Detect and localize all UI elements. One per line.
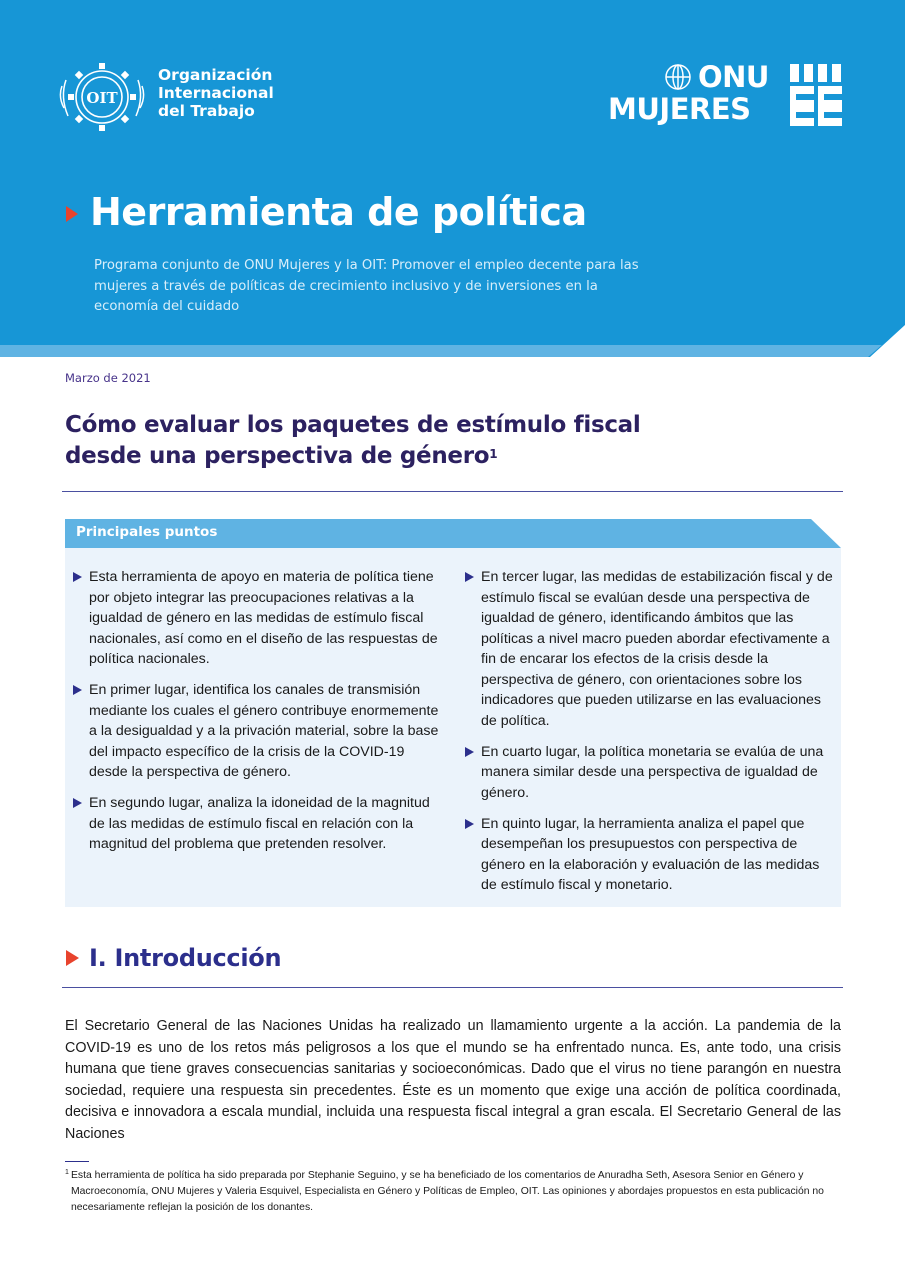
list-item-text: Esta herramienta de apoyo en materia de política tiene por objeto integrar las preocupaciones relativas a la igualdad de género en las medidas de estímulo fiscal nacionales, así como en el diseño de las respuestas de política nacionales. bbox=[89, 569, 438, 667]
header-corner-cut bbox=[870, 325, 905, 357]
list-item-text: En segundo lugar, analiza la idoneidad de la magnitud de las medidas de estímulo fiscal en relación con la magnitud del problema que pretenden resolver. bbox=[89, 795, 430, 852]
list-item-text: En tercer lugar, las medidas de estabilización fiscal y de estímulo fiscal se evalúan desde una perspectiva de igualdad de género, identificando ámbitos que las políticas a nivel macro pueden abordar efectivamente a fin de encarar los efectos de la crisis desde la perspectiva de género, con orientaciones sobre los indicadores que pueden utilizarse en las evaluaciones de política. bbox=[481, 569, 833, 729]
key-points-right-column bbox=[464, 567, 836, 906]
list-item bbox=[464, 567, 836, 731]
list-item bbox=[464, 814, 836, 896]
title-divider bbox=[62, 491, 843, 492]
ilo-name-line: del Trabajo bbox=[158, 102, 255, 120]
key-points-left-column bbox=[72, 567, 444, 865]
publication-date: Marzo de 2021 bbox=[65, 371, 151, 385]
list-item-text: En primer lugar, identifica los canales de transmisión mediante los cuales el género contribuye enormemente a la desigualdad y a la privación material, sobre la base del impacto específico de la crisis de la COVID-19 desde la perspectiva de género. bbox=[89, 682, 439, 780]
bullet-arrow-icon bbox=[465, 819, 474, 829]
un-women-name-line2: MUJERES bbox=[608, 92, 751, 126]
section-divider bbox=[62, 987, 843, 988]
list-item bbox=[72, 567, 444, 670]
section-title: I. Introducción bbox=[89, 944, 282, 972]
un-women-name-line1: ONU bbox=[698, 60, 769, 94]
play-arrow-icon bbox=[66, 206, 78, 222]
bullet-arrow-icon bbox=[73, 572, 82, 582]
footnote-text: Esta herramienta de política ha sido preparada por Stephanie Seguino, y se ha beneficiado de los comentarios de Anuradha Seth, Asesora Senior en Género y Macroeconomía, ONU Mujeres y Valeria Esquivel, Especialista en Género y Políticas de Empleo, OIT. Las opiniones y abordajes propuestos en esta publicación no necesariamente reflejan la posición de los donantes. bbox=[71, 1170, 824, 1213]
ilo-name bbox=[158, 66, 274, 120]
document-title-text: Cómo evaluar los paquetes de estímulo fiscal desde una perspectiva de género bbox=[65, 412, 641, 469]
ilo-name-line: Organización bbox=[158, 66, 273, 84]
bullet-arrow-icon bbox=[73, 685, 82, 695]
bullet-arrow-icon bbox=[465, 747, 474, 757]
footnote-number: 1 bbox=[65, 1169, 69, 1176]
document-title bbox=[65, 410, 705, 472]
page-title: Herramienta de política bbox=[90, 190, 587, 234]
list-item-text: En cuarto lugar, la política monetaria se evalúa de una manera similar desde una perspectiva de igualdad de género. bbox=[481, 743, 824, 801]
bullet-arrow-icon bbox=[465, 572, 474, 582]
section-body: El Secretario General de las Naciones Unidas ha realizado un llamamiento urgente a la acción. La pandemia de la COVID-19 es uno de los retos más peligrosos a los que el mundo se ha enfrentado nunca. Es, ante todo, una crisis humana que tiene graves consecuencias sanitarias y socioeconómicas. Dado que el virus no tiene parangón en nuestra sociedad, requiere una respuesta sin precedentes. Éste es un momento que exige una acción de política coordinada, decisiva e innovadora a escala mundial, incluida una respuesta fiscal integral a gran escala. El Secretario General de las Naciones bbox=[65, 1018, 841, 1142]
list-item bbox=[72, 680, 444, 783]
header-band bbox=[0, 345, 905, 357]
list-item bbox=[72, 793, 444, 855]
footnote-divider bbox=[65, 1161, 89, 1162]
ilo-logo-icon bbox=[58, 60, 146, 134]
un-women-name bbox=[608, 62, 788, 124]
list-item-text: En quinto lugar, la herramienta analiza el papel que desempeñan los presupuestos con perspectiva de género en la elaboración y evaluación de las medidas de estímulo fiscal y monetario. bbox=[481, 815, 820, 893]
play-arrow-icon bbox=[66, 950, 79, 966]
footnote-ref[interactable]: 1 bbox=[489, 447, 498, 461]
main-title-row bbox=[66, 190, 587, 234]
key-points-heading: Principales puntos bbox=[76, 524, 218, 540]
ilo-name-line: Internacional bbox=[158, 84, 274, 102]
list-item bbox=[464, 742, 836, 804]
svg-text:OIT: OIT bbox=[86, 89, 118, 107]
page-subtitle: Programa conjunto de ONU Mujeres y la OIT: Promover el empleo decente para las mujeres a través de políticas de crecimiento inclusivo y de inversiones en la economía del cuidado bbox=[94, 258, 639, 314]
section-heading-row bbox=[66, 944, 281, 972]
footnote bbox=[65, 1168, 841, 1216]
bullet-arrow-icon bbox=[73, 798, 82, 808]
